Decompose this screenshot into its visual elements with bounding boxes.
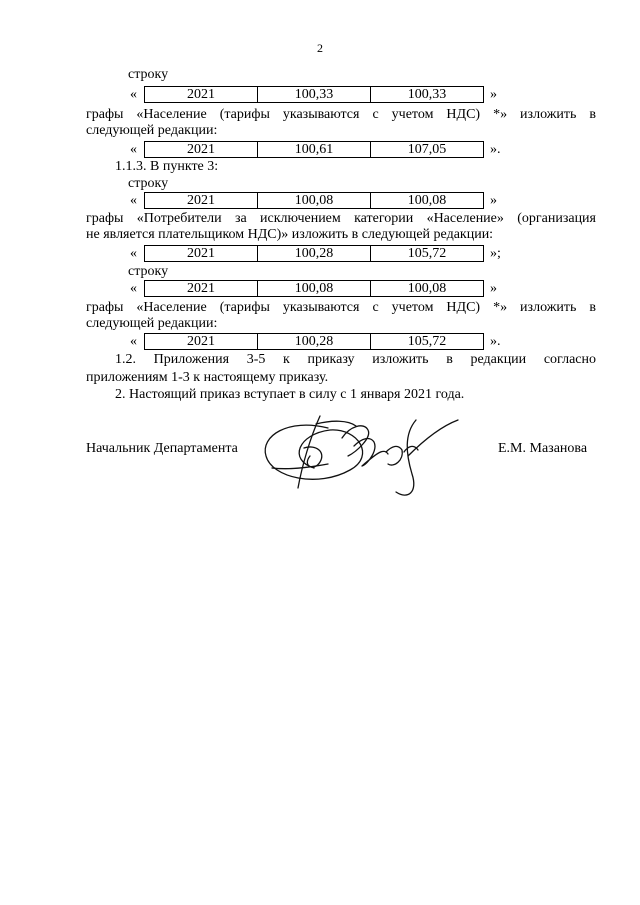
open-quote-4: « [130, 246, 137, 261]
close-quote-2: ». [490, 142, 501, 157]
text-grafy-potreb-2: не является плательщиком НДС)» изложить в следующей редакции: [86, 227, 494, 242]
cell-value-1: 100,08 [258, 193, 371, 208]
close-quote-6: ». [490, 334, 501, 349]
cell-year: 2021 [145, 193, 258, 208]
text-stroku-3: строку [128, 264, 169, 279]
cell-value-2: 107,05 [407, 142, 447, 157]
text-p12-line1: 1.2. Приложения 3-5 к приказу изложить в редакции согласно [115, 352, 596, 367]
text-p2: 2. Настоящий приказ вступает в силу с 1 января 2021 года. [115, 387, 465, 402]
cell-year: 2021 [145, 87, 258, 102]
close-quote-4: »; [490, 246, 501, 261]
value-table-row-5 [144, 280, 484, 297]
value-table-row-4 [144, 245, 484, 262]
open-quote-1: « [130, 87, 137, 102]
cell-value-1: 100,61 [258, 142, 371, 157]
text-stroku-2: строку [128, 176, 169, 191]
open-quote-6: « [130, 334, 137, 349]
cell-value-2: 105,72 [407, 246, 447, 261]
cell-value-1: 100,28 [258, 334, 371, 349]
cell-value-2: 100,33 [407, 87, 447, 102]
value-table-row-3 [144, 192, 484, 209]
cell-year: 2021 [145, 334, 258, 349]
text-p113: 1.1.3. В пункте 3: [115, 159, 219, 174]
text-stroku-1: строку [128, 67, 169, 82]
close-quote-5: » [490, 281, 497, 296]
text-grafy-potreb-1: графы «Потребители за исключением категории «Население» (организация [86, 211, 596, 226]
signer-title: Начальник Департамента [86, 441, 238, 456]
close-quote-1: » [490, 87, 497, 102]
text-grafy-naselenie-1: графы «Население (тарифы указываются с учетом НДС) *» изложить в [86, 107, 596, 122]
cell-value-1: 100,28 [258, 246, 371, 261]
cell-value-1: 100,33 [258, 87, 371, 102]
open-quote-5: « [130, 281, 137, 296]
signature [258, 408, 468, 498]
open-quote-3: « [130, 193, 137, 208]
cell-year: 2021 [145, 142, 258, 157]
text-sled-red-2: следующей редакции: [86, 316, 218, 331]
close-quote-3: » [490, 193, 497, 208]
cell-value-1: 100,08 [258, 281, 371, 296]
text-p12-line2: приложениям 1-3 к настоящему приказу. [86, 370, 329, 385]
signer-name: Е.М. Мазанова [498, 441, 588, 456]
cell-year: 2021 [145, 246, 258, 261]
cell-year: 2021 [145, 281, 258, 296]
value-table-row-6 [144, 333, 484, 350]
cell-value-2: 100,08 [407, 281, 447, 296]
cell-value-2: 100,08 [407, 193, 447, 208]
value-table-row-1 [144, 86, 484, 103]
cell-value-2: 105,72 [407, 334, 447, 349]
open-quote-2: « [130, 142, 137, 157]
value-table-row-2 [144, 141, 484, 158]
text-sled-red-1: следующей редакции: [86, 123, 218, 138]
page-number: 2 [317, 41, 323, 55]
text-grafy-naselenie-2: графы «Население (тарифы указываются с учетом НДС) *» изложить в [86, 300, 596, 315]
